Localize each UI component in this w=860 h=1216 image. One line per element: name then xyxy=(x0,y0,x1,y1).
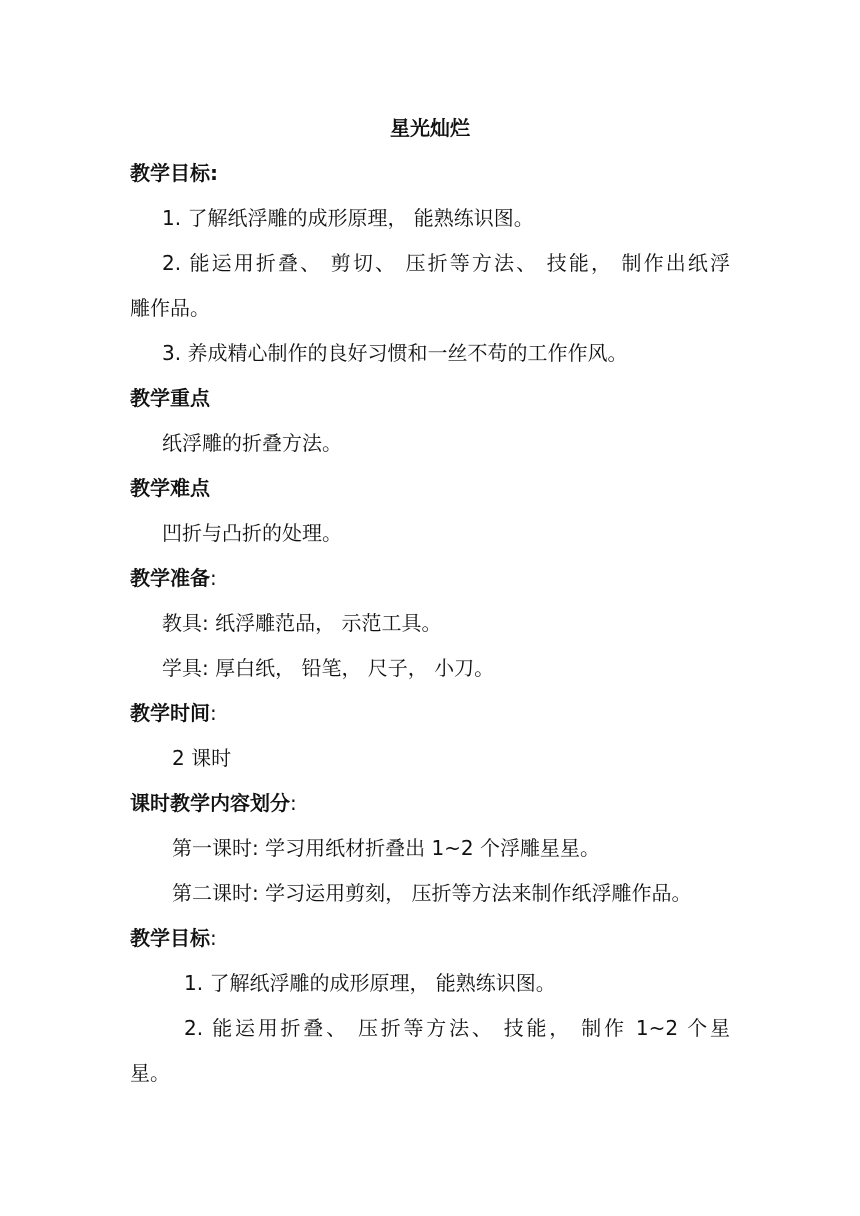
division-colon: : xyxy=(290,791,297,815)
heading-preparation: 教学准备 xyxy=(130,566,210,590)
first-lesson: 第一课时: 学习用纸材折叠出 1~2 个浮雕星星。 xyxy=(172,836,601,860)
heading-goals-2: 教学目标 xyxy=(130,926,210,950)
goal-2-item-1: 1. 了解纸浮雕的成形原理， 能熟练识图。 xyxy=(184,971,556,995)
goal-item-3: 3. 养成精心制作的良好习惯和一丝不苟的工作作风。 xyxy=(162,341,628,365)
time-text: 2 课时 xyxy=(172,746,232,770)
difficulty-text: 凹折与凸折的处理。 xyxy=(162,521,342,545)
heading-division: 课时教学内容划分 xyxy=(130,791,290,815)
student-tools: 学具: 厚白纸， 铅笔， 尺子， 小刀。 xyxy=(162,656,495,680)
heading-key-point: 教学重点 xyxy=(130,386,210,410)
heading-preparation-line xyxy=(130,563,730,593)
goals-2-colon: : xyxy=(210,926,217,950)
heading-difficulty: 教学难点 xyxy=(130,476,210,500)
preparation-colon: : xyxy=(210,566,217,590)
time-colon: : xyxy=(210,701,217,725)
document-title: 星光灿烂 xyxy=(390,116,470,140)
heading-teaching-goals: 教学目标: xyxy=(130,161,218,185)
heading-goals-2-line xyxy=(130,923,730,953)
second-lesson: 第二课时: 学习运用剪刻， 压折等方法来制作纸浮雕作品。 xyxy=(172,881,692,905)
goal-2-item-2-continued: 星。 xyxy=(130,1061,170,1085)
teacher-tools: 教具: 纸浮雕范品， 示范工具。 xyxy=(162,611,442,635)
goal-item-2: 2. 能运用折叠、 剪切、 压折等方法、 技能， 制作出纸浮 xyxy=(162,251,730,275)
goal-item-2-continued: 雕作品。 xyxy=(130,296,210,320)
key-point-text: 纸浮雕的折叠方法。 xyxy=(162,431,342,455)
goal-2-item-2: 2. 能运用折叠、 压折等方法、 技能， 制作 1~2 个星 xyxy=(184,1016,730,1040)
goal-item-1: 1. 了解纸浮雕的成形原理， 能熟练识图。 xyxy=(162,206,534,230)
heading-time: 教学时间 xyxy=(130,701,210,725)
heading-time-line xyxy=(130,698,730,728)
heading-division-line xyxy=(130,788,730,818)
